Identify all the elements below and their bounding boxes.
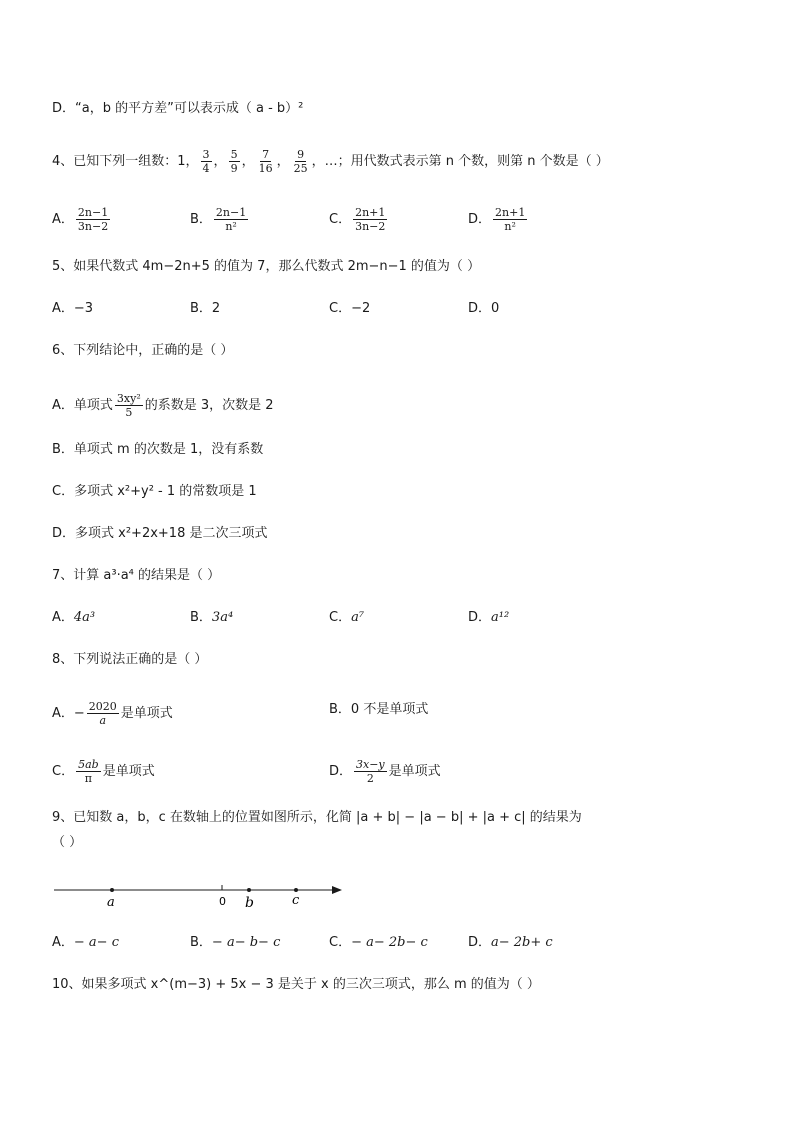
q9-stem-line2: （ ） — [52, 835, 83, 850]
q5-option-c: C．−2 — [329, 301, 371, 316]
q6-option-d: D．多项式 x²+2x+18 是二次三项式 — [52, 526, 268, 541]
point-c — [294, 888, 298, 892]
number-line-figure — [50, 876, 350, 912]
q7-option-d: D．a¹² — [468, 610, 510, 625]
q4-option-b: B． $\frac{2n-1}{\text{n²}}$ — [190, 206, 247, 233]
label-zero: 0 — [219, 895, 226, 908]
q4-option-a: A． $\frac{2n-1}{3n-2}$ — [52, 206, 109, 233]
q9-option-b: B．− a− b− c — [190, 935, 281, 950]
option-text: “a，b 的平方差”可以表示成（ a - b）² — [75, 101, 304, 116]
q7-option-c: C．a⁷ — [329, 610, 365, 625]
arrow-head-icon — [332, 886, 342, 894]
seq-fraction: $\frac{5}{9}$ — [230, 148, 238, 175]
seq-fraction: $\frac{7}{16}$ — [258, 148, 273, 175]
q6-stem: 6、下列结论中，正确的是（ ） — [52, 343, 234, 358]
q8-option-c: C． $\frac{5ab}{\pi}$ 是单项式 — [52, 758, 155, 785]
q9-option-d: D．a− 2b+ c — [468, 935, 553, 950]
q9-option-a: A．− a− c — [52, 935, 119, 950]
q4-stem: 4、已知下列一组数：1， $\frac{3}{4}$ ， $\frac{5}{9}$ ， $\frac{7}{16}$ ， $\frac{9}{25}$ ，…；用代数式表示第 n 个数，则第 n 个数是（ ） — [52, 148, 609, 175]
q4-option-d: D． $\frac{2n+1}{\text{n²}}$ — [468, 206, 526, 233]
q5-option-d: D．0 — [468, 301, 500, 316]
q6-option-a: A．单项式 $\frac{\text{3xy²}}{5}$ 的系数是 3，次数是 2 — [52, 392, 274, 419]
label-c: c — [292, 893, 300, 908]
seq-fraction: $\frac{3}{4}$ — [202, 148, 210, 175]
q8-option-b: B．0 不是单项式 — [329, 702, 429, 717]
option-label: D． — [52, 101, 76, 116]
q8-stem: 8、下列说法正确的是（ ） — [52, 652, 208, 667]
label-a: a — [107, 895, 115, 910]
q9-stem-line1: 9、已知数 a，b，c 在数轴上的位置如图所示，化简 |a + b| − |a − b| + |a + c| 的结果为 — [52, 810, 582, 825]
q9-option-c: C．− a− 2b− c — [329, 935, 428, 950]
q6-option-c: C．多项式 x²+y² - 1 的常数项是 1 — [52, 484, 257, 499]
label-b: b — [245, 895, 254, 911]
q10-stem: 10、如果多项式 x^(m−3) + 5x − 3 是关于 x 的三次三项式，那么 m 的值为（ ） — [52, 977, 540, 992]
q7-option-a: A．4a³ — [52, 610, 96, 625]
seq-fraction: $\frac{9}{25}$ — [293, 148, 308, 175]
q7-option-b: B．3a⁴ — [190, 610, 234, 625]
q6-option-b: B．单项式 m 的次数是 1，没有系数 — [52, 442, 264, 457]
q3-option-d — [52, 100, 303, 118]
point-a — [110, 888, 114, 892]
point-b — [247, 888, 251, 892]
q5-option-b: B．2 — [190, 301, 221, 316]
q5-stem: 5、如果代数式 4m−2n+5 的值为 7，那么代数式 2m−n−1 的值为（ ） — [52, 259, 481, 274]
q7-stem: 7、计算 a³·a⁴ 的结果是（ ） — [52, 568, 221, 583]
q8-option-d: D． $\frac{3x-y}{2}$ 是单项式 — [329, 758, 441, 785]
q4-option-c: C． $\frac{2n+1}{3n-2}$ — [329, 206, 386, 233]
q5-option-a: A．−3 — [52, 301, 94, 316]
q8-option-a: A．− $\frac{2020}{a}$ 是单项式 — [52, 700, 173, 727]
